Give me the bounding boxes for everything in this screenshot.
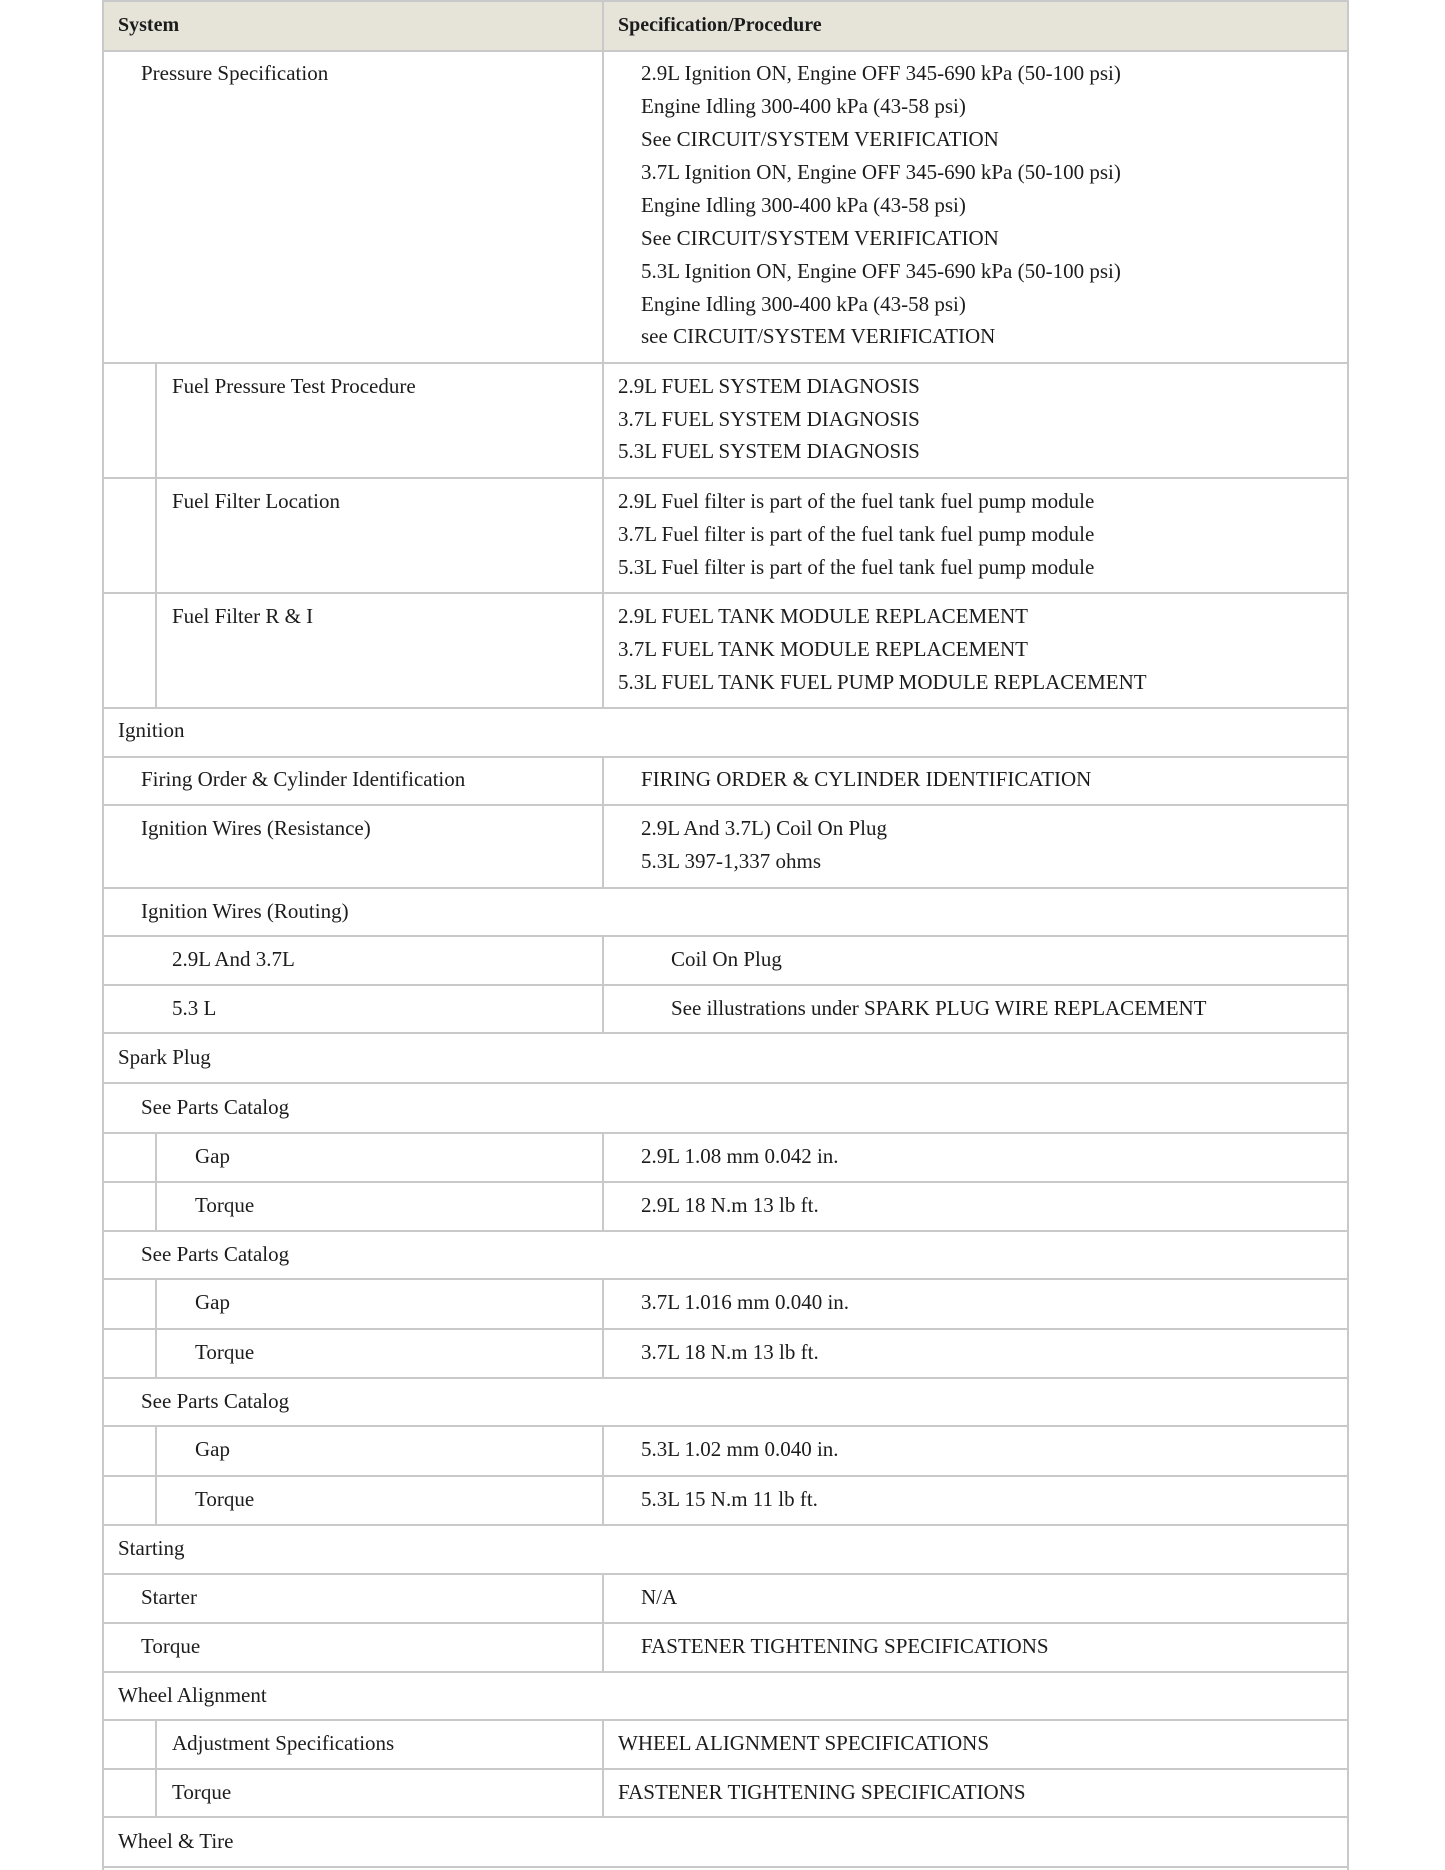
starting-torque-label: Torque (141, 1634, 201, 1658)
fuel-filter-ri-line: 2.9L FUEL TANK MODULE REPLACEMENT (618, 604, 1028, 628)
routing-29-37-value: Coil On Plug (671, 947, 782, 971)
gap-value: 2.9L 1.08 mm 0.042 in. (641, 1144, 839, 1168)
pressure-spec-line: Engine Idling 300-400 kPa (43-58 psi) (641, 193, 966, 217)
adjustment-specifications-label: Adjustment Specifications (172, 1731, 395, 1755)
torque-label: Torque (195, 1340, 255, 1364)
fuel-filter-location-label: Fuel Filter Location (172, 489, 340, 513)
ignition-wires-resistance-line: 5.3L 397-1,337 ohms (641, 849, 822, 873)
torque-value: 3.7L 18 N.m 13 lb ft. (641, 1340, 819, 1364)
pressure-specification-label: Pressure Specification (141, 61, 329, 85)
adjustment-specifications-value: WHEEL ALIGNMENT SPECIFICATIONS (618, 1731, 989, 1755)
alignment-torque-label: Torque (172, 1780, 232, 1804)
starting-torque-value: FASTENER TIGHTENING SPECIFICATIONS (641, 1634, 1049, 1658)
gap-value: 3.7L 1.016 mm 0.040 in. (641, 1290, 850, 1314)
fuel-filter-ri-line: 3.7L FUEL TANK MODULE REPLACEMENT (618, 637, 1028, 661)
routing-29-37-label: 2.9L And 3.7L (172, 947, 295, 971)
fuel-pressure-test-line: 2.9L FUEL SYSTEM DIAGNOSIS (618, 374, 920, 398)
pressure-spec-line: 3.7L Ignition ON, Engine OFF 345-690 kPa (50-100 psi) (641, 160, 1121, 184)
gap-label: Gap (195, 1144, 230, 1168)
firing-order-label: Firing Order & Cylinder Identification (141, 767, 466, 791)
spec-table (102, 0, 1349, 1870)
ignition-wires-routing-label: Ignition Wires (Routing) (141, 899, 349, 923)
column-header-spec: Specification/Procedure (618, 14, 822, 36)
fuel-filter-ri-label: Fuel Filter R & I (172, 604, 314, 628)
fuel-pressure-test-line: 3.7L FUEL SYSTEM DIAGNOSIS (618, 407, 920, 431)
ignition-wires-resistance-line: 2.9L And 3.7L) Coil On Plug (641, 816, 887, 840)
gap-value: 5.3L 1.02 mm 0.040 in. (641, 1437, 839, 1461)
column-header-system: System (118, 14, 180, 36)
see-parts-catalog-label: See Parts Catalog (141, 1242, 290, 1266)
ignition-wires-resistance-label: Ignition Wires (Resistance) (141, 816, 371, 840)
fuel-filter-location-line: 2.9L Fuel filter is part of the fuel tank fuel pump module (618, 489, 1095, 513)
pressure-spec-line: See CIRCUIT/SYSTEM VERIFICATION (641, 226, 999, 250)
gap-label: Gap (195, 1437, 230, 1461)
pressure-spec-line: See CIRCUIT/SYSTEM VERIFICATION (641, 127, 999, 151)
fuel-filter-location-line: 5.3L Fuel filter is part of the fuel tank fuel pump module (618, 555, 1095, 579)
section-wheel-alignment: Wheel Alignment (118, 1683, 267, 1707)
torque-value: 2.9L 18 N.m 13 lb ft. (641, 1193, 819, 1217)
pressure-spec-line: 5.3L Ignition ON, Engine OFF 345-690 kPa (50-100 psi) (641, 259, 1121, 283)
fuel-filter-location-line: 3.7L Fuel filter is part of the fuel tank fuel pump module (618, 522, 1095, 546)
starter-value: N/A (641, 1585, 678, 1609)
alignment-torque-value: FASTENER TIGHTENING SPECIFICATIONS (618, 1780, 1026, 1804)
section-starting: Starting (118, 1536, 185, 1560)
starter-label: Starter (141, 1585, 197, 1609)
torque-label: Torque (195, 1193, 255, 1217)
torque-label: Torque (195, 1487, 255, 1511)
see-parts-catalog-label: See Parts Catalog (141, 1389, 290, 1413)
section-wheel-tire: Wheel & Tire (118, 1829, 234, 1853)
firing-order-value: FIRING ORDER & CYLINDER IDENTIFICATION (641, 767, 1092, 791)
fuel-filter-ri-line: 5.3L FUEL TANK FUEL PUMP MODULE REPLACEMENT (618, 670, 1147, 694)
gap-label: Gap (195, 1290, 230, 1314)
torque-value: 5.3L 15 N.m 11 lb ft. (641, 1487, 818, 1511)
routing-53-label: 5.3 L (172, 996, 217, 1020)
pressure-spec-line: see CIRCUIT/SYSTEM VERIFICATION (641, 324, 996, 348)
pressure-spec-line: Engine Idling 300-400 kPa (43-58 psi) (641, 292, 966, 316)
pressure-spec-line: 2.9L Ignition ON, Engine OFF 345-690 kPa (50-100 psi) (641, 61, 1121, 85)
section-spark-plug: Spark Plug (118, 1045, 211, 1069)
pressure-spec-line: Engine Idling 300-400 kPa (43-58 psi) (641, 94, 966, 118)
section-ignition: Ignition (118, 718, 185, 742)
fuel-pressure-test-line: 5.3L FUEL SYSTEM DIAGNOSIS (618, 439, 920, 463)
routing-53-value: See illustrations under SPARK PLUG WIRE REPLACEMENT (671, 996, 1207, 1020)
see-parts-catalog-label: See Parts Catalog (141, 1095, 290, 1119)
fuel-pressure-test-label: Fuel Pressure Test Procedure (172, 374, 416, 398)
